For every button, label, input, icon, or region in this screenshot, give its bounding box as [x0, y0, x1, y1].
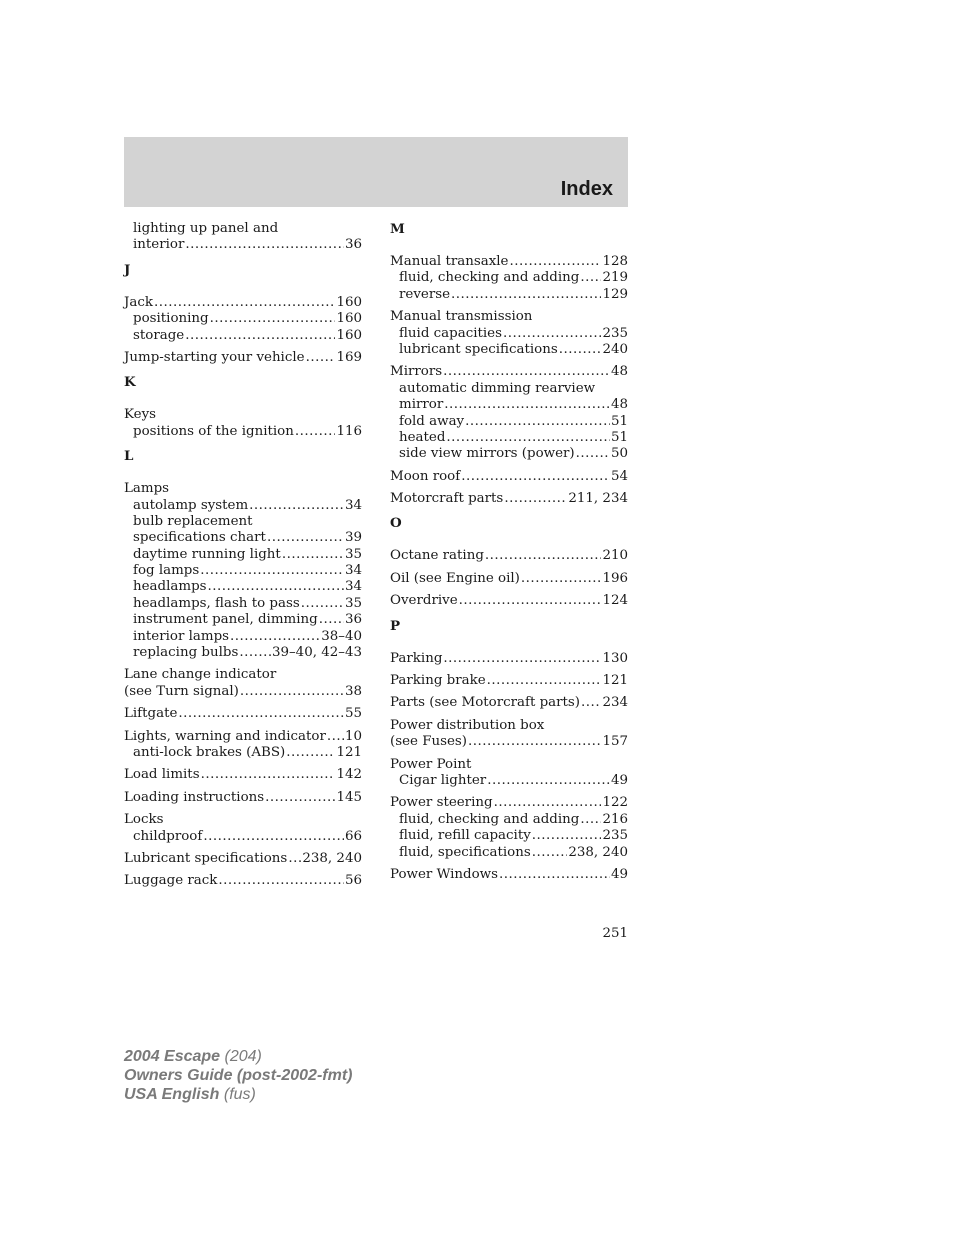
dot-leader	[468, 734, 601, 750]
entry-text: Mirrors	[390, 364, 443, 380]
entry-text: side view mirrors (power)	[399, 446, 575, 462]
entry-page-ref: 238, 240	[302, 850, 362, 866]
dot-leader	[295, 424, 336, 440]
entry-text: fluid, refill capacity	[399, 828, 531, 844]
index-subentry	[124, 221, 362, 237]
index-term	[124, 407, 362, 423]
index-term	[124, 812, 362, 828]
dot-leader	[306, 350, 336, 366]
entry-page-ref: 240	[602, 341, 628, 357]
dot-leader	[446, 430, 610, 446]
entry-page-ref: 169	[336, 349, 362, 365]
index-subentry	[124, 311, 362, 327]
footer-language-code: (fus)	[223, 1086, 256, 1103]
index-entry	[124, 481, 362, 661]
entry-page-ref: 122	[602, 795, 628, 811]
entry-text: Liftgate	[124, 706, 178, 722]
index-subentry	[390, 414, 628, 430]
entry-text: Locks	[124, 812, 164, 828]
entry-page-ref: 56	[344, 873, 362, 889]
entry-page-ref: 34	[344, 563, 362, 579]
index-subentry	[124, 629, 362, 645]
index-entry	[390, 254, 628, 303]
entry-page-ref: 116	[336, 423, 362, 439]
index-term	[390, 734, 628, 750]
index-term	[390, 571, 628, 587]
index-subentry	[124, 547, 362, 563]
entry-page-ref: 121	[336, 744, 362, 760]
dot-leader	[319, 612, 344, 628]
entry-text: reverse	[399, 286, 451, 302]
entry-text: Lane change indicator	[124, 667, 277, 683]
index-entry	[390, 718, 628, 751]
entry-page-ref: 49	[610, 772, 628, 788]
index-header-bar	[124, 137, 628, 207]
index-term	[390, 469, 628, 485]
dot-leader	[239, 645, 271, 661]
entry-page-ref: 235	[602, 325, 628, 341]
entry-page-ref: 219	[602, 270, 628, 286]
index-subentry	[390, 326, 628, 342]
dot-leader	[580, 812, 601, 828]
dot-leader	[521, 571, 602, 587]
entry-text: specifications chart	[133, 530, 266, 546]
index-entry	[390, 757, 628, 790]
entry-page-ref: 50	[610, 446, 628, 462]
index-entry	[124, 851, 362, 867]
index-subentry	[390, 287, 628, 303]
dot-leader	[230, 629, 320, 645]
entry-page-ref: 234	[602, 695, 628, 711]
index-entry	[390, 695, 628, 711]
entry-page-ref: 36	[344, 237, 362, 253]
entry-page-ref: 157	[602, 734, 628, 750]
entry-page-ref: 160	[336, 294, 362, 310]
dot-leader	[451, 287, 601, 303]
dot-leader	[494, 795, 602, 811]
section-letter: M	[390, 221, 405, 237]
index-subentry	[390, 381, 628, 397]
entry-page-ref: 48	[610, 397, 628, 413]
index-subentry	[390, 430, 628, 446]
entry-text: Lamps	[124, 481, 170, 497]
entry-page-ref: 54	[610, 468, 628, 484]
entry-text: mirror	[399, 397, 444, 413]
entry-text: bulb replacement	[133, 513, 253, 529]
entry-text: instrument panel, dimming	[133, 612, 318, 628]
index-subentry	[124, 328, 362, 344]
footer-model-code: (204)	[224, 1048, 262, 1065]
index-term	[124, 706, 362, 722]
entry-text: Power Windows	[390, 866, 498, 882]
entry-page-ref: 55	[344, 706, 362, 722]
index-term	[124, 767, 362, 783]
entry-text: (see Fuses)	[390, 734, 468, 750]
index-entry	[124, 790, 362, 806]
index-subentry	[390, 446, 628, 462]
index-subentry	[124, 237, 362, 253]
dot-leader	[288, 851, 301, 867]
entry-page-ref: 10	[344, 728, 362, 744]
index-term	[124, 481, 362, 497]
page-title: Index	[560, 178, 613, 200]
entry-text: Cigar lighter	[399, 772, 487, 788]
entry-text: heated	[399, 429, 446, 445]
entry-page-ref: 38–40	[321, 628, 362, 644]
dot-leader	[210, 311, 336, 327]
entry-text: Power Point	[390, 756, 472, 772]
index-subentry	[390, 812, 628, 828]
section-letter: J	[124, 261, 131, 278]
entry-page-ref: 35	[344, 546, 362, 562]
entry-page-ref: 130	[602, 650, 628, 666]
footer-language: USA English	[124, 1086, 220, 1103]
entry-page-ref: 39	[344, 530, 362, 546]
index-entry	[390, 673, 628, 689]
entry-page-ref: 51	[610, 429, 628, 445]
entry-text: Load limits	[124, 767, 200, 783]
index-entry	[124, 873, 362, 889]
entry-text: interior	[133, 237, 185, 253]
index-entry	[390, 651, 628, 667]
entry-page-ref: 210	[602, 548, 628, 564]
index-term	[390, 548, 628, 564]
entry-text: Power steering	[390, 795, 493, 811]
entry-text: Oil (see Engine oil)	[390, 570, 520, 586]
index-term	[124, 667, 362, 683]
entry-page-ref: 160	[336, 327, 362, 343]
entry-page-ref: 38	[344, 683, 362, 699]
entry-text: childproof	[133, 828, 203, 844]
entry-text: Octane rating	[390, 548, 484, 564]
index-entry	[124, 812, 362, 845]
index-term	[390, 491, 628, 507]
entry-text: interior lamps	[133, 628, 230, 644]
entry-text: daytime running light	[133, 546, 281, 562]
index-subentry	[390, 342, 628, 358]
index-subentry	[124, 829, 362, 845]
dot-leader	[461, 469, 610, 485]
index-entry	[390, 593, 628, 609]
entry-text: Jack	[124, 294, 153, 310]
index-entry	[124, 407, 362, 440]
dot-leader	[576, 446, 610, 462]
index-subentry	[390, 845, 628, 861]
index-entry	[390, 571, 628, 587]
dot-leader	[286, 745, 335, 761]
dot-leader	[282, 547, 344, 563]
index-subentry	[390, 773, 628, 789]
dot-leader	[509, 254, 601, 270]
entry-page-ref: 66	[344, 828, 362, 844]
entry-text: Manual transmission	[390, 309, 533, 325]
dot-leader	[154, 295, 335, 311]
dot-leader	[444, 397, 610, 413]
dot-leader	[208, 579, 344, 595]
entry-text: Lubricant specifications	[124, 850, 288, 866]
index-entry	[390, 795, 628, 861]
dot-leader	[459, 593, 602, 609]
section-letter: P	[390, 617, 401, 634]
index-column-left	[124, 221, 362, 896]
entry-page-ref: 124	[602, 593, 628, 609]
index-entry	[390, 364, 628, 462]
page-number: 251	[602, 926, 628, 941]
entry-text: replacing bulbs	[133, 645, 239, 661]
dot-leader	[581, 695, 601, 711]
index-term	[390, 593, 628, 609]
entry-page-ref: 36	[344, 612, 362, 628]
dot-leader	[532, 845, 568, 861]
dot-leader	[443, 364, 610, 380]
entry-page-ref: 196	[602, 570, 628, 586]
index-entry	[124, 729, 362, 762]
index-term	[124, 873, 362, 889]
index-subentry	[124, 424, 362, 440]
dot-leader	[485, 548, 602, 564]
entry-text: Luggage rack	[124, 873, 218, 889]
dot-leader	[487, 673, 602, 689]
dot-leader	[503, 326, 601, 342]
entry-text: fluid, specifications	[399, 844, 531, 860]
index-subentry	[124, 530, 362, 546]
entry-text: Lights, warning and indicator	[124, 728, 326, 744]
index-term	[390, 757, 628, 773]
index-term	[390, 695, 628, 711]
dot-leader	[559, 342, 602, 358]
entry-page-ref: 145	[336, 789, 362, 805]
entry-text: Parking brake	[390, 673, 486, 689]
entry-page-ref: 48	[610, 364, 628, 380]
index-entry	[390, 548, 628, 564]
index-entry	[124, 221, 362, 254]
entry-page-ref: 51	[610, 413, 628, 429]
index-entry	[390, 491, 628, 507]
index-subentry	[124, 563, 362, 579]
index-entry	[124, 767, 362, 783]
entry-page-ref: 34	[344, 579, 362, 595]
entry-page-ref: 128	[602, 254, 628, 269]
index-subentry	[124, 645, 362, 661]
dot-leader	[504, 491, 567, 507]
entry-text: Parts (see Motorcraft parts)	[390, 695, 581, 711]
entry-page-ref: 39–40, 42–43	[271, 645, 362, 661]
dot-leader	[240, 684, 344, 700]
index-subentry	[390, 828, 628, 844]
dot-leader	[267, 530, 344, 546]
section-letter: O	[390, 515, 402, 532]
entry-text: Moon roof	[390, 468, 461, 484]
index-term	[390, 718, 628, 734]
entry-page-ref: 129	[602, 286, 628, 302]
dot-leader	[203, 829, 344, 845]
index-entry	[124, 350, 362, 366]
entry-page-ref: 211, 234	[568, 491, 628, 507]
entry-text: Loading instructions	[124, 789, 265, 805]
entry-page-ref: 142	[336, 767, 362, 783]
footer-model: 2004 Escape	[124, 1048, 221, 1065]
section-letter: L	[124, 448, 134, 465]
entry-text: automatic dimming rearview	[399, 380, 596, 396]
entry-page-ref: 34	[344, 497, 362, 513]
entry-page-ref: 160	[336, 311, 362, 327]
section-letter: K	[124, 374, 136, 391]
index-term	[390, 309, 628, 325]
dot-leader	[249, 498, 344, 514]
entry-page-ref: 121	[602, 673, 628, 689]
index-subentry	[390, 397, 628, 413]
entry-text: fluid capacities	[399, 325, 502, 341]
index-subentry	[124, 596, 362, 612]
entry-page-ref: 238, 240	[568, 844, 628, 860]
dot-leader	[200, 563, 344, 579]
entry-text: Keys	[124, 407, 157, 423]
entry-text: anti-lock brakes (ABS)	[133, 744, 286, 760]
index-entry	[390, 309, 628, 358]
index-subentry	[124, 612, 362, 628]
index-term	[390, 364, 628, 380]
index-entry	[124, 706, 362, 722]
index-term	[124, 729, 362, 745]
entry-text: Jump-starting your vehicle	[124, 349, 305, 365]
dot-leader	[201, 767, 336, 783]
index-subentry	[124, 498, 362, 514]
entry-text: fog lamps	[133, 563, 200, 579]
entry-text: positioning	[133, 311, 209, 327]
entry-text: autolamp system	[133, 497, 249, 513]
dot-leader	[185, 237, 344, 253]
dot-leader	[178, 706, 344, 722]
dot-leader	[327, 729, 344, 745]
entry-text: fold away	[399, 413, 465, 429]
entry-page-ref: 35	[344, 595, 362, 611]
entry-page-ref: 49	[610, 866, 628, 882]
index-subentry	[124, 745, 362, 761]
entry-text: Motorcraft parts	[390, 491, 504, 507]
entry-text: fluid, checking and adding	[399, 811, 580, 827]
entry-page-ref: 235	[602, 828, 628, 844]
dot-leader	[265, 790, 335, 806]
index-term	[390, 673, 628, 689]
index-entry	[390, 867, 628, 883]
entry-text: storage	[133, 327, 185, 343]
dot-leader	[465, 414, 610, 430]
index-term	[124, 684, 362, 700]
dot-leader	[218, 873, 344, 889]
document-footer	[124, 1047, 352, 1104]
dot-leader	[499, 867, 610, 883]
dot-leader	[487, 773, 610, 789]
index-column-right	[390, 221, 628, 889]
entry-text: Power distribution box	[390, 717, 545, 733]
index-term	[124, 851, 362, 867]
index-term	[390, 651, 628, 667]
index-term	[390, 254, 628, 270]
dot-leader	[301, 596, 344, 612]
index-term	[124, 350, 362, 366]
entry-text: positions of the ignition	[133, 423, 294, 439]
index-term	[124, 790, 362, 806]
index-term	[390, 795, 628, 811]
dot-leader	[580, 270, 601, 286]
entry-text: Parking	[390, 650, 443, 666]
index-subentry	[124, 579, 362, 595]
entry-text: Manual transaxle	[390, 254, 509, 269]
entry-text: headlamps, flash to pass	[133, 595, 300, 611]
index-term	[124, 295, 362, 311]
index-entry	[390, 469, 628, 485]
index-entry	[124, 667, 362, 700]
entry-text: headlamps	[133, 579, 207, 595]
entry-page-ref: 216	[602, 811, 628, 827]
index-subentry	[124, 514, 362, 530]
dot-leader	[443, 651, 601, 667]
dot-leader	[185, 328, 335, 344]
index-subentry	[390, 270, 628, 286]
entry-text: lighting up panel and	[133, 221, 279, 236]
entry-text: Overdrive	[390, 593, 458, 609]
footer-guide: Owners Guide (post-2002-fmt)	[124, 1067, 353, 1084]
index-term	[390, 867, 628, 883]
entry-text: lubricant specifications	[399, 341, 558, 357]
index-entry	[124, 295, 362, 344]
entry-text: fluid, checking and adding	[399, 270, 580, 286]
entry-text: (see Turn signal)	[124, 683, 239, 699]
dot-leader	[532, 828, 602, 844]
